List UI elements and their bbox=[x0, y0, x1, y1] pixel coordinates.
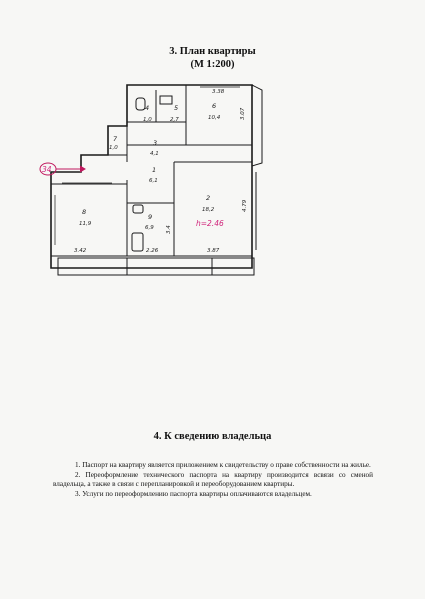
dimension-right-lower: 4.79 bbox=[242, 199, 248, 212]
room-1-number: 1 bbox=[152, 166, 157, 174]
bay-window bbox=[252, 85, 262, 166]
outer-wall bbox=[51, 85, 252, 268]
dimension-right-upper: 3.07 bbox=[240, 107, 246, 120]
plan-scale: (М 1:200) bbox=[190, 59, 235, 70]
dimension-bottom-mid: 2.26 bbox=[146, 248, 159, 254]
note-item: 2. Переоформление технического паспорта на квартиру производится всвязи со сменой владельца, а также в связи с перепланировкой и переоборудованием квартиры. bbox=[53, 470, 373, 489]
toilet-fixture bbox=[136, 98, 145, 110]
ceiling-height: h=2.46 bbox=[196, 219, 224, 228]
room-8-area: 11,9 bbox=[79, 221, 92, 227]
room-6-area: 10,4 bbox=[208, 115, 221, 121]
plan-title: 3. План квартиры bbox=[169, 46, 256, 57]
owner-info-title: 4. К сведению владельца bbox=[153, 431, 272, 442]
dimension-bottom-left: 3.42 bbox=[74, 248, 87, 254]
arrow-head-icon bbox=[80, 166, 85, 172]
owner-info-notes bbox=[53, 461, 373, 499]
room-9-number: 9 bbox=[148, 213, 153, 221]
sink-fixture bbox=[133, 205, 143, 213]
room-1-area: 6,1 bbox=[149, 178, 158, 184]
dimension-top: 3.38 bbox=[212, 89, 225, 95]
room-8-number: 8 bbox=[82, 208, 87, 216]
room-7-area: 1,0 bbox=[109, 145, 118, 151]
loggia bbox=[58, 258, 254, 275]
room-4-number: 4 bbox=[145, 104, 150, 112]
entrance-label: 34 bbox=[42, 165, 52, 174]
sink-fixture bbox=[160, 96, 172, 104]
room-7-number: 7 bbox=[113, 135, 118, 143]
room-3-area: 4,1 bbox=[150, 151, 159, 157]
room-2-area: 18,2 bbox=[202, 207, 215, 213]
note-item: 1. Паспорт на квартиру является приложением к свидетельству о праве собственности на жилье. bbox=[75, 461, 371, 469]
room-2-number: 2 bbox=[206, 194, 211, 202]
room-6-number: 6 bbox=[212, 102, 217, 110]
room-5-area: 2,7 bbox=[170, 117, 179, 123]
room-3-number: 3 bbox=[153, 139, 158, 147]
room-5-number: 5 bbox=[174, 104, 179, 112]
room-9-area: 6,9 bbox=[145, 225, 154, 231]
note-item: 3. Услуги по переоформлению паспорта квартиры оплачиваются владельцем. bbox=[75, 489, 312, 498]
dimension-inner: 3.4 bbox=[166, 225, 172, 234]
bath-fixture bbox=[132, 233, 143, 251]
dimension-bottom-right: 3.87 bbox=[207, 248, 220, 254]
room-4-area: 1,0 bbox=[143, 117, 152, 123]
